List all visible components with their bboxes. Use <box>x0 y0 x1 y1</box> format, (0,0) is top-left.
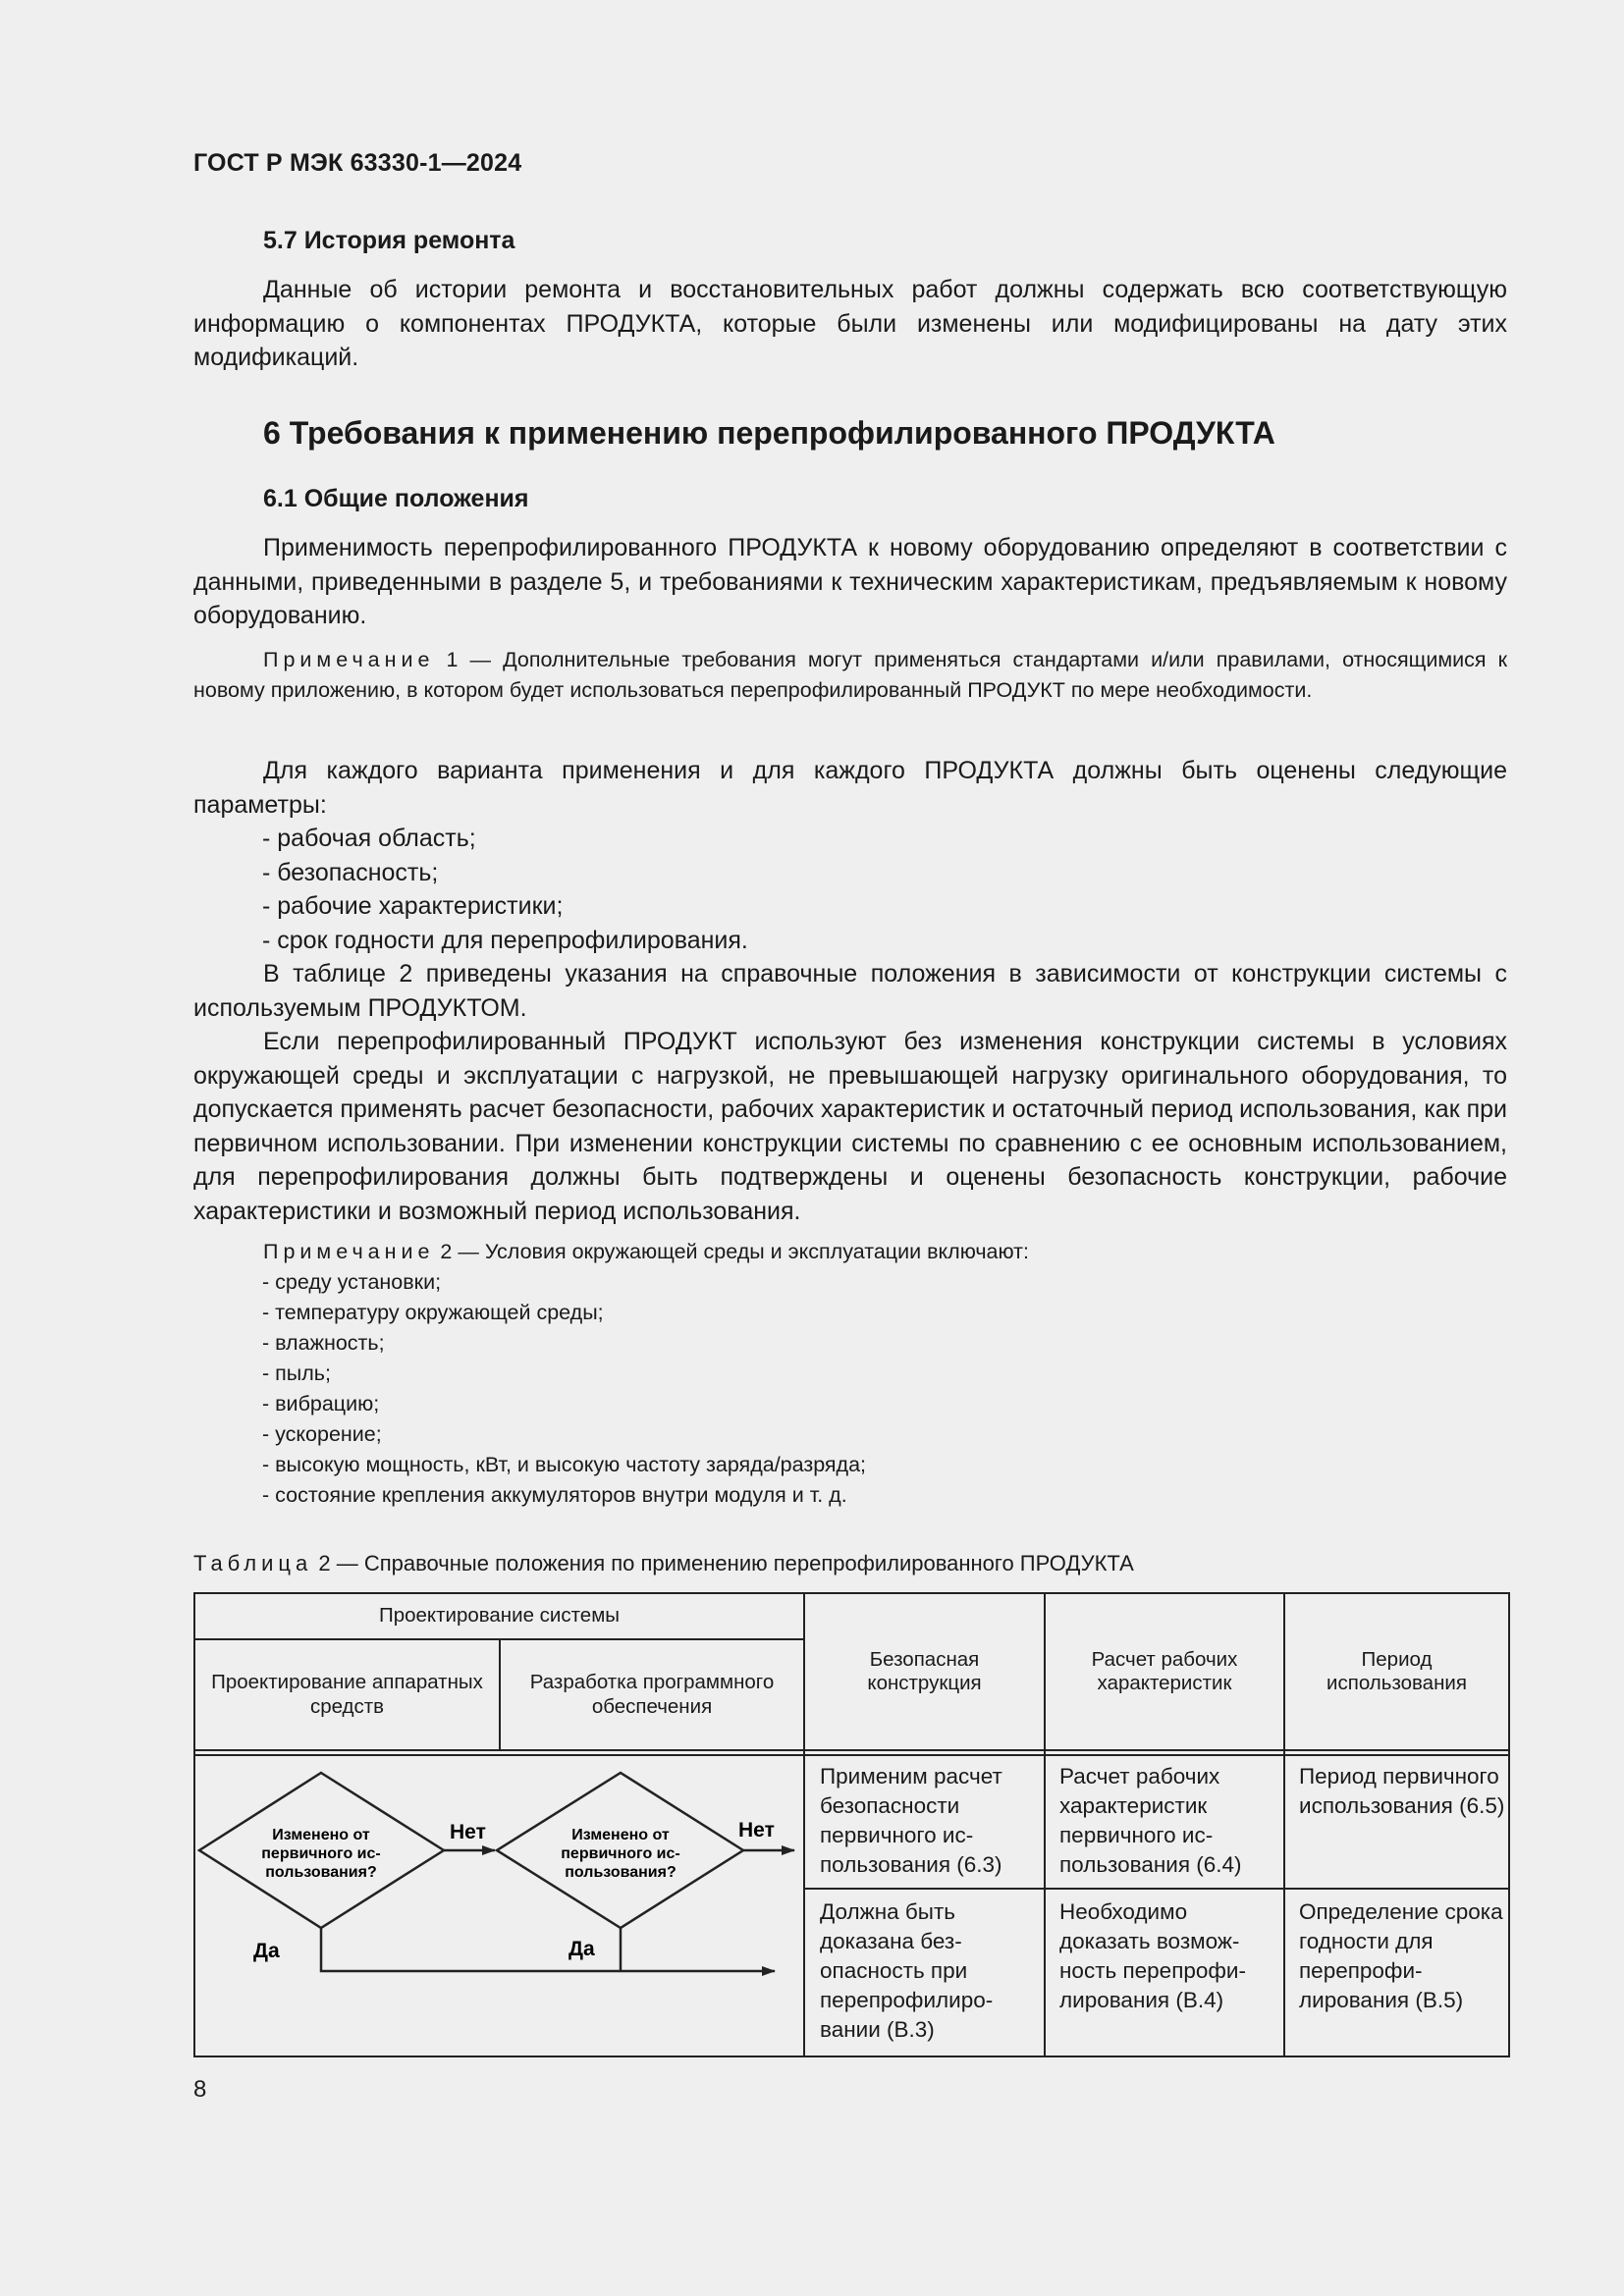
paragraph-applicability <box>193 531 1507 633</box>
cell-period-no-change: Период первичного использования (6.5) <box>1299 1764 1505 1818</box>
paragraph-repurposed-use-text: Если перепрофилированный ПРОДУКТ используют без изменения конструкции системы в условиях окружающей среды и эксплуатации с нагрузкой, не превышающей нагрузку оригинального оборудования, то допускается применять расчет безопасности, рабочих характеристик и остаточный период использования, как при первичном использовании. При изменении конструкции системы по сравнению с ее основным использованием, для перепрофилирования должны быть подтверждены и оценены безопасность конструкции, рабочие характеристики и возможный период использования. <box>193 1028 1508 1225</box>
paragraph-parameters <box>193 754 1507 822</box>
header-software-development: Разработка программного обеспечения <box>529 1671 775 1718</box>
cell-safe-changed: Должна быть доказана безопасность при перепрофилировании (B.3) <box>820 1899 994 2042</box>
list-item: - влажность; <box>262 1331 385 1355</box>
cell-safe-no-change: Применим расчет безопасности первичного использования (6.3) <box>820 1764 1002 1877</box>
decision-2-line-1: Изменено от <box>571 1827 670 1843</box>
header-safe-design: Безопасная конструкция <box>867 1647 982 1694</box>
paragraph-table-reference <box>193 957 1507 1025</box>
paragraph-table-reference-text: В таблице 2 приведены указания на справочные положения в зависимости от конструкции системы с используемым ПРОДУКТОМ. <box>193 960 1507 1022</box>
paragraph-parameters-text: Для каждого варианта применения и для каждого ПРОДУКТА должны быть оценены следующие параметры: <box>193 757 1507 819</box>
table-divider <box>193 1749 1510 1751</box>
arrow-yes-path <box>321 1928 775 1971</box>
list-item: - ускорение; <box>262 1422 382 1446</box>
list-item: - рабочая область; <box>262 825 476 852</box>
header-hardware-design: Проектирование аппаратных средств <box>211 1671 483 1718</box>
list-item: - срок годности для перепрофилирования. <box>262 926 748 954</box>
list-item: - рабочие характеристики; <box>262 892 564 920</box>
table-divider <box>804 1888 1510 1890</box>
note-2 <box>193 1237 1507 1267</box>
list-item: - вибрацию; <box>262 1392 380 1415</box>
table-2-caption-label: Таблица <box>193 1551 313 1575</box>
note-1 <box>193 645 1507 706</box>
header-usage-period: Период использования <box>1326 1647 1467 1694</box>
header-performance-calculation: Расчет рабочих характеристик <box>1091 1647 1238 1694</box>
section-5-7-paragraph <box>193 273 1507 375</box>
label-yes-2: Да <box>568 1938 595 1960</box>
parameters-list <box>262 822 748 957</box>
decision-2-line-3: пользования? <box>565 1864 677 1881</box>
label-yes-1: Да <box>253 1940 280 1962</box>
note-2-text: 2 — Условия окружающей среды и эксплуатации включают: <box>434 1240 1029 1263</box>
note-1-label: Примечание <box>263 648 435 671</box>
table-2-caption <box>193 1551 1134 1576</box>
cell-period-changed: Определение срока годности для перепрофилирования (B.5) <box>1299 1899 1503 2012</box>
label-no-1: Нет <box>450 1821 486 1843</box>
list-item: - пыль; <box>262 1362 331 1385</box>
list-item: - высокую мощность, кВт, и высокую частоту заряда/разряда; <box>262 1453 867 1476</box>
paragraph-repurposed-use <box>193 1025 1507 1228</box>
decision-flowchart <box>195 1756 803 2056</box>
table-2-caption-text: 2 — Справочные положения по применению перепрофилированного ПРОДУКТА <box>312 1551 1134 1575</box>
paragraph-applicability-text: Применимость перепрофилированного ПРОДУКТА к новому оборудованию определяют в соответствии с данными, приведенными в разделе 5, и требованиями к техническим характеристикам, предъявляемым к новому оборудованию. <box>193 534 1507 629</box>
note-2-label: Примечание <box>263 1240 435 1263</box>
document-header: ГОСТ Р МЭК 63330-1—2024 <box>193 149 522 177</box>
label-no-2: Нет <box>738 1819 775 1842</box>
note-1-text: 1 — Дополнительные требования могут применяться стандартами и/или правилами, относящимися к новому приложению, в котором будет использоваться перепрофилированный ПРОДУКТ по мере необходимости. <box>193 648 1507 702</box>
list-item: - состояние крепления аккумуляторов внутри модуля и т. д. <box>262 1483 847 1507</box>
header-system-design: Проектирование системы <box>378 1604 621 1628</box>
list-item: - среду установки; <box>262 1270 442 1294</box>
cell-perf-no-change: Расчет рабочих характеристик первичного использования (6.4) <box>1059 1764 1242 1877</box>
page-number: 8 <box>193 2076 207 2103</box>
decision-1-line-2: первичного ис- <box>261 1845 381 1862</box>
section-5-7-title: 5.7 История ремонта <box>263 227 515 254</box>
section-6-title: 6 Требования к применению перепрофилированного ПРОДУКТА <box>263 415 1275 451</box>
list-item: - безопасность; <box>262 858 439 886</box>
decision-1-line-3: пользования? <box>265 1864 377 1881</box>
list-item: - температуру окружающей среды; <box>262 1301 604 1324</box>
decision-2-line-2: первичного ис- <box>561 1845 680 1862</box>
cell-perf-changed: Необходимо доказать возможность перепрофилирования (B.4) <box>1059 1899 1246 2012</box>
section-5-7-text: Данные об истории ремонта и восстановительных работ должны содержать всю соответствующую информацию о компонентах ПРОДУКТА, которые были изменены или модифицированы на дату этих модификаций. <box>193 276 1507 371</box>
conditions-list <box>262 1267 866 1511</box>
section-6-1-title: 6.1 Общие положения <box>263 485 529 512</box>
decision-1-line-1: Изменено от <box>272 1827 370 1843</box>
